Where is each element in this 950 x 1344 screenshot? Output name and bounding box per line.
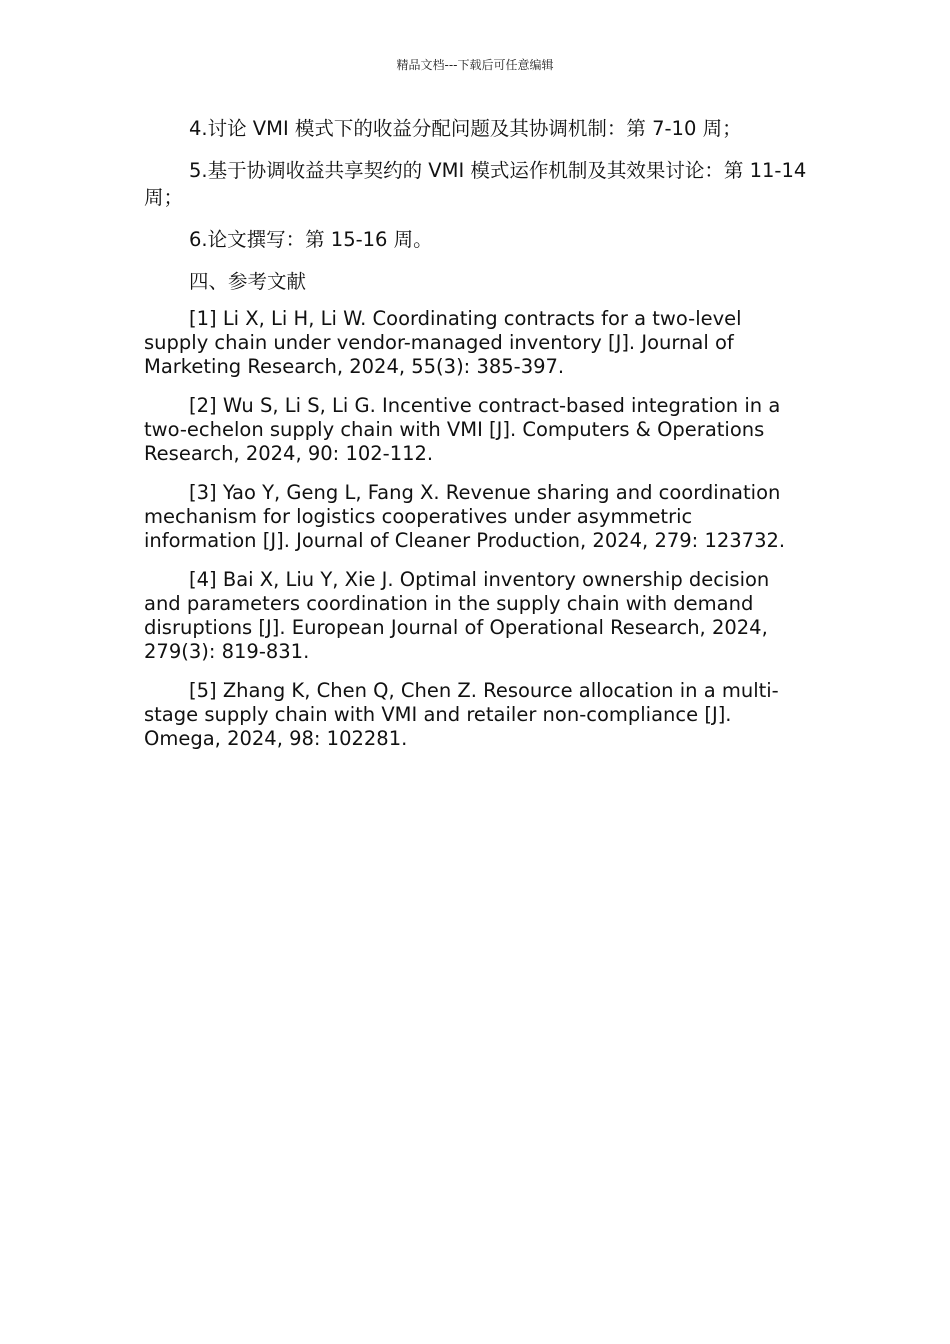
schedule-item: 6.论文撰写：第 15-16 周。 <box>189 228 433 251</box>
page-header: 精品文档---下载后可任意编辑 <box>396 58 554 72</box>
reference-item: [5] Zhang K, Chen Q, Chen Z. Resource allocation in a multi-stage supply chain with VMI and retailer non-compliance [J]. Omega, 2024, 98: 102281. <box>144 679 779 750</box>
schedule-item: 4.讨论 VMI 模式下的收益分配问题及其协调机制：第 7-10 周； <box>189 117 742 140</box>
references-heading: 四、参考文献 <box>189 270 307 293</box>
reference-item: [1] Li X, Li H, Li W. Coordinating contracts for a two-level supply chain under vendor-managed inventory [J]. Journal of Marketing Research, 2024, 55(3): 385-397. <box>144 307 742 378</box>
reference-item: [3] Yao Y, Geng L, Fang X. Revenue sharing and coordination mechanism for logistics cooperatives under asymmetric information [J]. Journal of Cleaner Production, 2024, 279: 123732. <box>144 481 786 552</box>
schedule-item: 5.基于协调收益共享契约的 VMI 模式运作机制及其效果讨论：第 11-14 周； <box>144 159 807 209</box>
reference-item: [4] Bai X, Liu Y, Xie J. Optimal inventory ownership decision and parameters coordination in the supply chain with demand disruptions [J]. European Journal of Operational Research, 2024, 279(3): 819-831. <box>144 568 770 663</box>
reference-item: [2] Wu S, Li S, Li G. Incentive contract-based integration in a two-echelon supply chain with VMI [J]. Computers & Operations Research, 2024, 90: 102-112. <box>144 394 781 465</box>
document-body <box>144 115 808 766</box>
